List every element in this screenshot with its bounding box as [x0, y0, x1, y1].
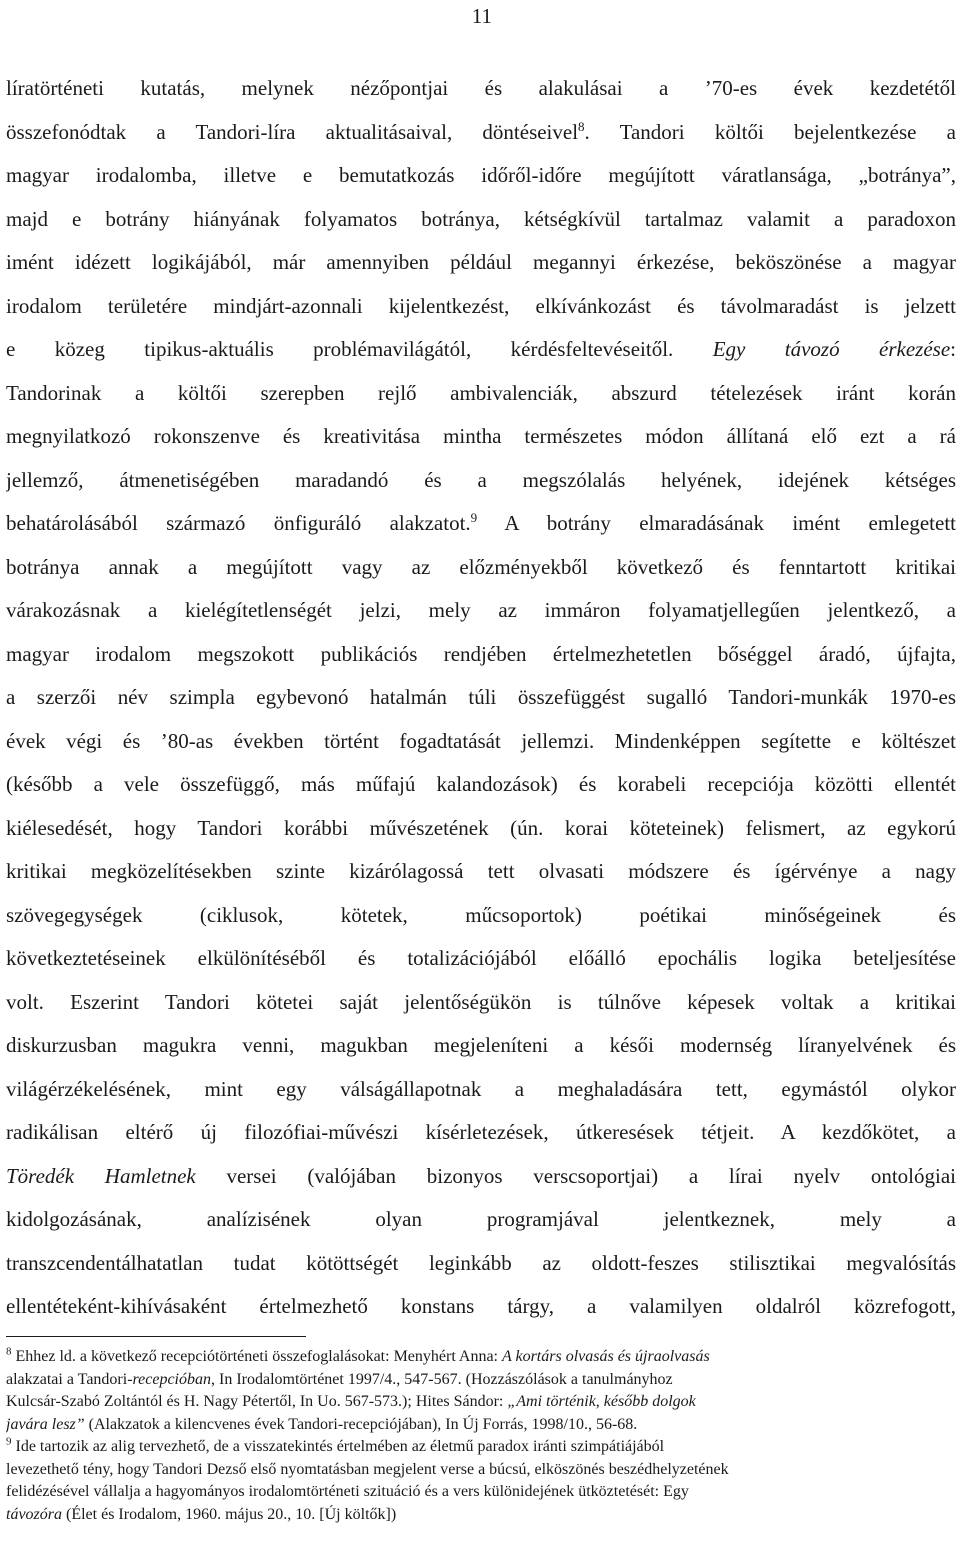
- italic-text: Töredék Hamletnek: [6, 1163, 196, 1188]
- text-line: imént idézett logikájából, már amennyiben például megannyi érkezése, beköszönése a magyar: [6, 250, 956, 274]
- text-line: jellemző, átmenetiségében maradandó és a megszólalás helyének, idejének kétséges: [6, 467, 956, 492]
- text-line: magyar irodalomba, illetve e bemutatkozás időről-időre megújított váratlansága, „botránya”,: [6, 163, 956, 187]
- text-line: radikálisan eltérő új filozófiai-művészi kísérletezések, útkeresések tétjeit. A kezdőkötet, a: [6, 1120, 956, 1144]
- italic-text: javára lesz”: [6, 1415, 85, 1433]
- footnote-ref: 9: [6, 1436, 12, 1448]
- text-line: Töredék Hamletnek versei (valójában bizonyos verscsoportjai) a lírai nyelv ontológiai: [6, 1163, 956, 1188]
- footnote-ref: 8: [6, 1346, 12, 1358]
- text-line: diskurzusban magukra venni, magukban megjeleníteni a késői modernség líranyelvének és: [6, 1033, 956, 1057]
- text-line: szövegegységek (ciklusok, kötetek, műcsoportok) poétikai minőségeinek és: [6, 902, 956, 927]
- footnote-ref: 9: [470, 510, 478, 525]
- footnotes: [6, 1346, 956, 1526]
- footnote-line: távozóra (Élet és Irodalom, 1960. május 20., 10. [Új költők]): [6, 1505, 397, 1523]
- italic-text: Egy távozó érkezése: [712, 337, 951, 361]
- footnote-separator: [6, 1336, 306, 1337]
- text-line: e közeg tipikus-aktuális problémavilágától, kérdésfeltevéseitől. Egy távozó érkezése:: [6, 337, 956, 361]
- footnote-line: alakzatai a Tandori-recepcióban, In Irodalomtörténet 1997/4., 547-567. (Hozzászólások a tanulmányhoz: [6, 1370, 673, 1388]
- italic-text: A kortárs olvasás és újraolvasás: [501, 1348, 710, 1365]
- italic-text: távozóra: [6, 1505, 62, 1523]
- italic-text: „Ami történik, később dolgok: [507, 1393, 696, 1410]
- text-line: következtetéseinek elkülönítéséből és totalizációjából előálló epochális logika beteljesítése: [6, 946, 956, 970]
- text-line: magyar irodalom megszokott publikációs rendjében értelmezhetetlen bőséggel áradó, újfajta,: [6, 641, 956, 666]
- text-line: kiélesedését, hogy Tandori korábbi művészetének (ún. korai köteteinek) felismert, az egykorú: [6, 815, 956, 840]
- text-line: irodalom területére mindjárt-azonnali kijelentkezést, elkívánkozást és távolmaradást is jelzett: [6, 293, 956, 318]
- footnote-line: $^8$ Ehhez ld. a következő recepciótörténeti összefoglalásokat: Menyhért Anna: A kortárs olvasás és újraolvasás: [6, 1346, 710, 1365]
- footnote-line: javára lesz” (Alakzatok a kilencvenes évek Tandori-recepciójában), In Új Forrás, 1998/10., 56-68.: [6, 1415, 638, 1433]
- text-line: transzcendentálhatatlan tudat kötöttségét leginkább az oldott-feszes stilisztikai megvalósítás: [6, 1250, 956, 1275]
- footnote-line: levezethető tény, hogy Tandori Dezső első nyomtatásban megjelent verse a búcsú, elköszönés beszédhelyzetének: [6, 1460, 729, 1478]
- footnote-line: $^9$ Ide tartozik az alig tervezhető, de a visszatekintés értelmében az életmű paradox iránti szimpátiájából: [6, 1436, 665, 1455]
- text-line: kritikai megközelítésekben szinte kizárólagossá tett olvasati módszere és ígérvénye a nagy: [6, 859, 956, 883]
- footnote-ref: 8: [578, 118, 585, 134]
- text-line: botránya annak a megújított vagy az előzményekből következő és fenntartott kritikai: [6, 554, 956, 579]
- text-line: megnyilatkozó rokonszenve és kreativitása mintha természetes módon állítaná elő ezt a rá: [6, 424, 956, 448]
- footnote-line: felidézésével vállalja a hagyományos irodalomtörténeti szituáció és a vers különidejének ütköztetését: Egy: [6, 1483, 689, 1500]
- page-number: 11: [471, 4, 492, 28]
- text-line: líratörténeti kutatás, melynek nézőpontjai és alakulásai a ’70-es évek kezdetétől: [6, 76, 956, 100]
- italic-text: recepcióban: [132, 1370, 211, 1388]
- text-line: kidolgozásának, analízisének olyan programjával jelentkeznek, mely a: [6, 1207, 956, 1231]
- text-line: ellentéteként-kihívásaként értelmezhető konstans tárgy, a valamilyen oldalról közrefogott,: [6, 1294, 956, 1318]
- text-line: volt. Eszerint Tandori kötetei saját jelentőségükön is túlnőve képesek voltak a kritikai: [6, 989, 956, 1014]
- text-line: (később a vele összefüggő, más műfajú kalandozások) és korabeli recepciója közötti ellentét: [6, 772, 956, 796]
- footnote-line: Kulcsár-Szabó Zoltántól és H. Nagy Pétertől, In Uo. 567-573.); Hites Sándor: „Ami történik, később dolgok: [6, 1393, 696, 1410]
- text-line: világérzékelésének, mint egy válságállapotnak a meghaladására tett, egymástól olykor: [6, 1076, 956, 1101]
- text-line: várakozásnak a kielégítetlenségét jelzi, mely az immáron folyamatjellegűen jelentkező, a: [6, 598, 956, 622]
- text-line: összefonódtak a Tandori-líra aktualitásaival, döntéseivel$^8$. Tandori költői bejelentkezése a: [6, 118, 956, 144]
- text-line: a szerzői név szimpla egybevonó hatalmán túli összefüggést sugalló Tandori-munkák 1970-es: [6, 685, 956, 709]
- text-line: Tandorinak a költői szerepben rejlő ambivalenciák, abszurd tételezések iránt korán: [6, 380, 956, 405]
- body-paragraph: [6, 67, 956, 1329]
- text-line: évek végi és ’80-as években történt fogadtatását jellemzi. Mindenképpen segítette e költészet: [6, 728, 956, 753]
- text-line: behatárolásából származó önfiguráló alakzatot.$^9$ A botrány elmaradásának imént emlegetett: [6, 510, 956, 535]
- text-line: majd e botrány hiányának folyamatos botránya, kétségkívül tartalmaz valamit a paradoxon: [6, 206, 956, 231]
